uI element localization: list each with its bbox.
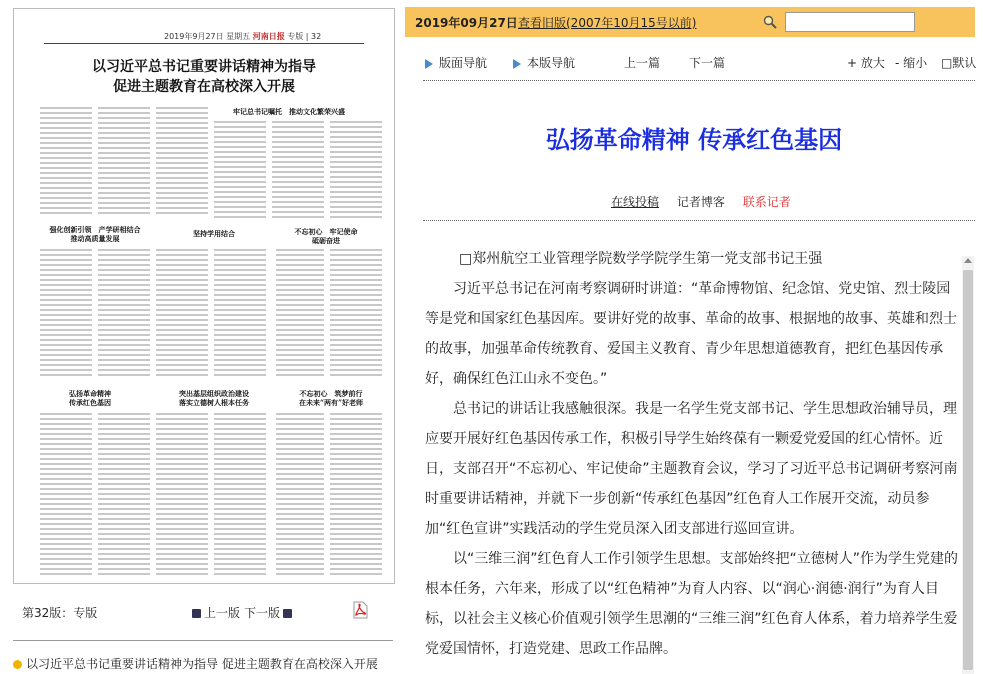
online-submit-link[interactable]: 在线投稿 xyxy=(611,195,660,209)
top-bar xyxy=(405,7,975,37)
toolbar xyxy=(405,54,983,70)
paper-subhead-2-line1: 强化创新引领 产学研相结合 xyxy=(49,225,141,234)
paper-subhead-4 xyxy=(276,227,376,245)
zoom-out-button[interactable] xyxy=(895,54,927,71)
paper-subhead-7 xyxy=(276,389,386,407)
masthead-section: 专版 xyxy=(287,32,304,41)
layout-nav-link[interactable] xyxy=(425,54,487,71)
edition-label: 第32版：专版 xyxy=(22,606,98,620)
search-icon[interactable] xyxy=(763,15,777,29)
default-size-button[interactable] xyxy=(941,54,976,71)
article-scrollbar[interactable] xyxy=(962,256,974,674)
paper-headline xyxy=(54,57,354,97)
old-version-link[interactable]: 查看旧版(2007年10月15号以前) xyxy=(518,16,697,30)
prev-article-link[interactable]: 上一篇 xyxy=(624,56,661,70)
layout-nav-label: 版面导航 xyxy=(439,56,488,70)
paper-subhead-5-line1: 弘扬革命精神 xyxy=(69,389,111,398)
paper-text-column xyxy=(156,249,208,379)
page-navigation xyxy=(192,604,295,621)
paper-text-column xyxy=(330,121,382,221)
article-title: 弘扬革命精神 传承红色基因 xyxy=(545,126,843,154)
paper-text-column xyxy=(214,413,266,578)
contact-reporter-link[interactable]: 联系记者 xyxy=(742,195,791,209)
article-author xyxy=(425,244,960,274)
paper-text-column xyxy=(98,249,150,379)
paper-text-column xyxy=(40,413,92,578)
pdf-download-icon[interactable] xyxy=(352,601,368,619)
paper-text-column xyxy=(272,121,324,221)
square-icon: □ xyxy=(941,56,953,70)
article-panel xyxy=(405,0,983,674)
masthead-rule xyxy=(44,43,364,44)
paper-subhead-2 xyxy=(40,225,150,243)
meta-divider xyxy=(423,220,975,221)
next-page-link[interactable] xyxy=(244,604,295,621)
article-list-item[interactable] xyxy=(13,655,378,672)
zoom-out-label: 缩小 xyxy=(903,56,928,70)
page-nav-link[interactable] xyxy=(513,54,575,71)
author-text: 郑州航空工业管理学院数学学院学生第一党支部书记王强 xyxy=(472,251,823,267)
paper-text-column xyxy=(214,121,266,221)
zoom-in-button[interactable] xyxy=(847,54,885,71)
toolbar-divider xyxy=(423,80,975,81)
masthead-page: 32 xyxy=(311,32,322,41)
minus-icon: - xyxy=(895,56,904,70)
paper-text-column xyxy=(98,413,150,578)
prev-page-link[interactable] xyxy=(192,604,240,621)
next-page-icon xyxy=(283,609,292,618)
masthead-name: 河南日报 xyxy=(252,32,285,41)
paper-subhead-7-line1: 不忘初心 筑梦前行 xyxy=(299,389,363,398)
issue-date: 2019年09月27日 xyxy=(415,16,518,30)
paper-headline-line1: 以习近平总书记重要讲话精神为指导 xyxy=(92,59,316,75)
newspaper-panel xyxy=(0,0,405,674)
paper-text-column xyxy=(98,107,150,217)
article-paragraph: 总书记的讲话让我感触很深。我是一名学生党支部书记、学生思想政治辅导员，理应要开展好红色基因传承工作，积极引导学生始终葆有一颗爱党爱国的红心情怀。近日，支部召开“不忘初心、牢记使命”主题教育会议，学习了习近平总书记调研考察河南时重要讲话精神，并就下一步创新“传承红色基因”红色育人工作展开交流，动员参加“红色宣讲”实践活动的学生党员深入团支部进行巡回宣讲。 xyxy=(425,401,958,537)
prev-page-icon xyxy=(192,609,201,618)
paper-text-column xyxy=(156,413,208,578)
default-size-label: 默认 xyxy=(952,56,977,70)
author-marker: □ xyxy=(459,251,473,267)
newspaper-page-image[interactable] xyxy=(13,8,395,584)
article-paragraph: 以“三维三润”红色育人工作引领学生思想。支部始终把“立德树人”作为学生党建的根本任务，六年来，形成了以“红色精神”为育人内容、以“润心·润德·润行”为育人目标，以社会主义核心价值观引领学生思潮的“三维三润”红色育人体系，着力培养学生爱党爱国情怀，打造党建、思政工作品牌。 xyxy=(425,551,959,657)
paper-subhead-7-line2: 在未来“两有”好老师 xyxy=(298,398,364,407)
bullet-icon xyxy=(13,660,22,669)
paper-text-column xyxy=(276,413,324,578)
search-input[interactable] xyxy=(785,12,915,32)
next-page-label: 下一版 xyxy=(244,606,281,620)
paper-subhead-5 xyxy=(40,389,140,407)
prev-page-label: 上一版 xyxy=(204,606,241,620)
page-nav-label: 本版导航 xyxy=(527,56,576,70)
paper-subhead-2-line2: 推动高质量发展 xyxy=(70,234,120,243)
article-list-label: 以习近平总书记重要讲话精神为指导 促进主题教育在高校深入开展 xyxy=(26,657,378,671)
paper-text-column xyxy=(40,107,92,217)
zoom-in-label: 放大 xyxy=(860,56,885,70)
reporter-blog-link[interactable]: 记者博客 xyxy=(676,195,725,209)
paper-subhead-6-line2: 落实立德树人根本任务 xyxy=(179,398,249,407)
masthead: 2019年9月27日 星期五 河南日报 专版 | 32 xyxy=(164,32,322,41)
paper-subhead-6 xyxy=(154,389,274,407)
paper-subhead-3: 坚持学用结合 xyxy=(193,229,235,238)
plus-icon: + xyxy=(847,56,861,70)
paper-subhead-6-line1: 突出基层组织政治建设 xyxy=(179,389,249,398)
paper-subhead-4-line1: 不忘初心 牢记使命 xyxy=(294,227,358,236)
paper-subhead-1: 牢记总书记嘱托 推动文化繁荣兴盛 xyxy=(233,107,345,116)
paper-text-column xyxy=(330,413,382,578)
article-paragraph: 习近平总书记在河南考察调研时讲道：“革命博物馆、纪念馆、党史馆、烈士陵园等是党和国家红色基因库。要讲好党的故事、革命的故事、根据地的故事、英雄和烈士的故事，加强革命传统教育、爱国主义教育、青少年思想道德教育，把红色基因传承好，确保红色江山永不变色。” xyxy=(425,281,957,387)
paper-text-column xyxy=(214,249,266,379)
left-divider xyxy=(13,640,393,641)
next-article-link[interactable]: 下一篇 xyxy=(689,56,726,70)
paper-text-column xyxy=(276,249,324,379)
arrow-right-icon xyxy=(425,59,433,69)
paper-subhead-5-line2: 传承红色基因 xyxy=(69,398,111,407)
paper-headline-line2: 促进主题教育在高校深入开展 xyxy=(113,79,295,95)
paper-text-column xyxy=(156,107,208,217)
arrow-right-icon xyxy=(513,59,521,69)
paper-text-column xyxy=(40,249,92,379)
article-body xyxy=(425,244,960,674)
paper-subhead-4-line2: 砥砺奋进 xyxy=(312,236,340,245)
paper-text-column xyxy=(330,249,382,379)
article-meta xyxy=(611,193,805,210)
scrollbar-thumb[interactable] xyxy=(963,270,973,670)
masthead-date: 2019年9月27日 星期五 xyxy=(164,32,251,41)
scroll-up-arrow-icon[interactable] xyxy=(964,258,972,263)
